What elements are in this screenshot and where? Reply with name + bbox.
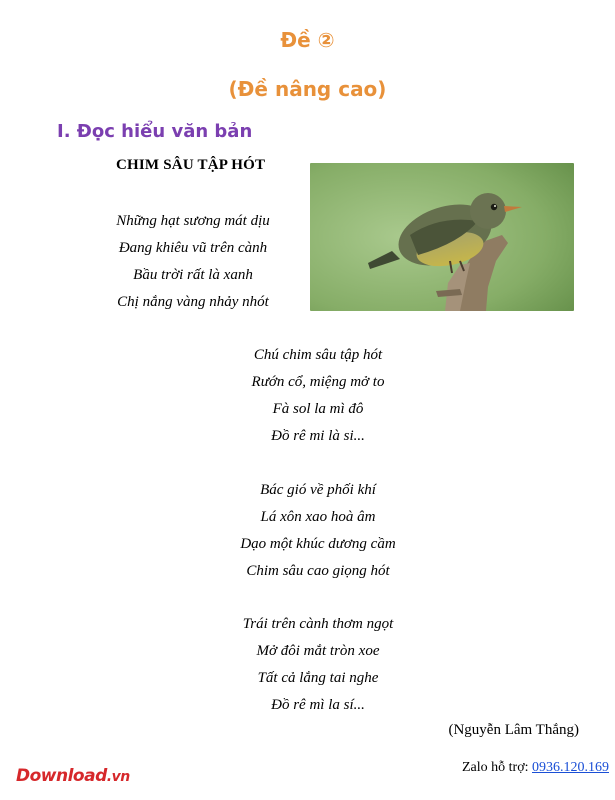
poem-line: Đồ rê mi là si... <box>271 428 365 444</box>
poem-line: Dạo một khúc dương cầm <box>240 536 396 552</box>
bird-photo <box>310 163 574 311</box>
poem-line: Đồ rê mì la sí... <box>271 697 365 713</box>
poem-line: Fà sol la mì đô <box>272 401 364 417</box>
poem-line: Những hạt sương mát dịu <box>116 213 270 229</box>
brand-suffix: .vn <box>106 769 130 785</box>
brand-name: Download <box>16 766 107 786</box>
download-vn-logo[interactable] <box>16 766 130 786</box>
poem-line: Rướn cổ, miệng mở to <box>251 374 385 390</box>
poem-line: Bác gió về phối khí <box>260 482 376 498</box>
poem-line: Trái trên cành thơm ngọt <box>242 616 394 632</box>
poem-line: Chị nắng vàng nhảy nhót <box>117 294 269 310</box>
zalo-label: Zalo hỗ trợ: <box>462 760 532 775</box>
poem-author: (Nguyễn Lâm Thắng) <box>448 722 579 738</box>
section-heading: I. Đọc hiểu văn bản <box>57 121 253 142</box>
zalo-phone-link[interactable]: 0936.120.169 <box>532 760 609 775</box>
poem-line: Lá xôn xao hoà âm <box>260 509 376 525</box>
poem-line: Chim sâu cao giọng hót <box>246 563 390 579</box>
poem-line: Chú chim sâu tập hót <box>253 347 383 363</box>
poem-title: CHIM SÂU TẬP HÓT <box>116 157 266 173</box>
bird-on-branch-photo-icon <box>310 163 574 311</box>
exam-level-subtitle: (Đề nâng cao) <box>228 77 387 101</box>
zalo-support <box>462 760 609 776</box>
poem-line: Mở đôi mắt tròn xoe <box>256 643 380 659</box>
poem-line: Đang khiêu vũ trên cành <box>118 240 268 256</box>
exam-number-title: Đề ② <box>280 28 335 52</box>
poem-line: Bầu trời rất là xanh <box>133 267 253 283</box>
poem-line: Tất cả lắng tai nghe <box>257 670 379 686</box>
